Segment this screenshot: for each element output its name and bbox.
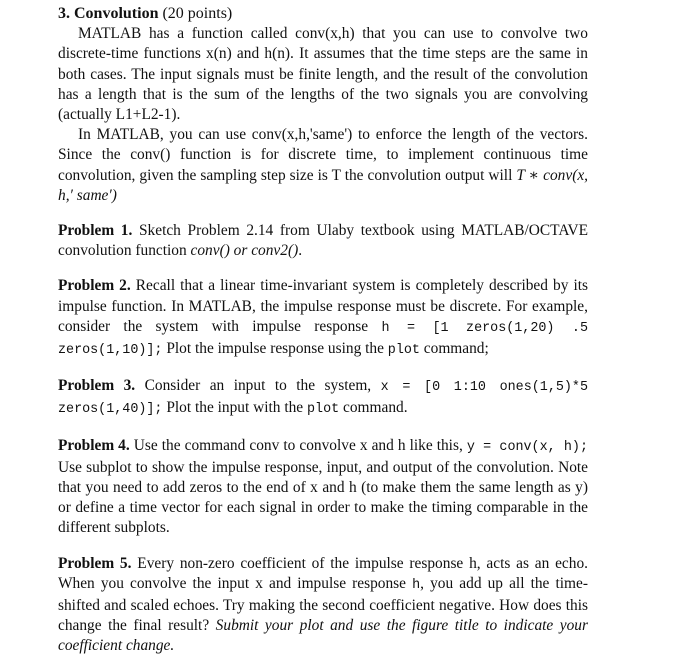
section-heading [58, 4, 588, 24]
intro-formula: T ∗ conv(x, h,′ same′) [58, 166, 588, 204]
intro-paragraph-2-text: In MATLAB, you can use conv(x,h,'same') to enforce the length of the vectors. Since the conv() function is for discrete time, to implement continuous time convolution, given the sampling step size is T the convolution output will [58, 126, 588, 184]
problem-3-text-b: Plot the input with the [166, 399, 304, 417]
problem-5-code-a: h [412, 577, 421, 593]
problem-4-label: Problem 4. [58, 436, 130, 454]
problem-5 [58, 554, 588, 657]
problem-5-label: Problem 5. [58, 554, 132, 572]
problem-1-math: conv() or conv2() [190, 242, 299, 260]
problem-1-label: Problem 1. [58, 222, 133, 240]
problem-5-text-b: , you add up all the time-shifted and scaled echoes. Try making the second coefficient negative. How does this change the final result? [58, 574, 588, 635]
problem-2-text-b: Plot the impulse response using the [166, 340, 384, 358]
problem-2-text-c: command; [423, 340, 489, 358]
problem-4-text-a: Use the command conv to convolve x and h like this, [133, 436, 463, 454]
problem-3 [58, 376, 588, 420]
problem-1-end: . [298, 242, 303, 260]
problem-2-code-b: plot [387, 343, 420, 359]
problem-3-label: Problem 3. [58, 377, 136, 395]
problem-2-label: Problem 2. [58, 277, 131, 295]
problem-2-code-a: h = [1 zeros(1,20) .5 zeros(1,10)]; [58, 320, 589, 359]
problem-3-code-a: x = [0 1:10 ones(1,5)*5 zeros(1,40)]; [58, 380, 588, 418]
section-points: (20 points) [162, 5, 233, 22]
intro-paragraph-1: MATLAB has a function called conv(x,h) that you can use to convolve two discrete-time functions x(n) and h(n). It assumes that the time steps are the same in both cases. The input signals must be finite length, and the result of the convolution has a length that is the sum of the lengths of the two signals you are convolving (actually L1+L2-1). [58, 25, 588, 124]
problem-5-text-a: Every non-zero coefficient of the impulse response h, acts as an echo. When you convolve the input x and impulse response [58, 554, 588, 592]
problem-1 [58, 221, 588, 261]
problem-5-italic: Submit your plot and use the figure title to indicate your coefficient change. [58, 617, 588, 655]
problem-2-text-a: Recall that a linear time-invariant system is completely described by its impulse function. In MATLAB, the impulse response must be discrete. For example, consider the system with impulse response [58, 277, 588, 335]
intro-paragraph-2 [58, 125, 588, 206]
problem-1-text: Sketch Problem 2.14 from Ulaby textbook using MATLAB/OCTAVE convolution function [58, 222, 588, 260]
section-title: 3. Convolution [58, 5, 159, 22]
problem-3-text-a: Consider an input to the system, [144, 377, 372, 395]
problem-4 [58, 436, 588, 539]
problem-3-code-b: plot [307, 402, 340, 418]
problem-4-code-a: y = conv(x, h); [466, 439, 588, 455]
document-page [58, 4, 588, 657]
problem-2 [58, 276, 588, 361]
problem-3-text-c: command. [343, 399, 408, 417]
problem-4-text-b: Use subplot to show the impulse response, input, and output of the convolution. Note that you need to add zeros to the end of x and h (to make them the same length as y) or define a time vector for each signal in order to make the timing comparable in the different subplots. [58, 458, 588, 537]
